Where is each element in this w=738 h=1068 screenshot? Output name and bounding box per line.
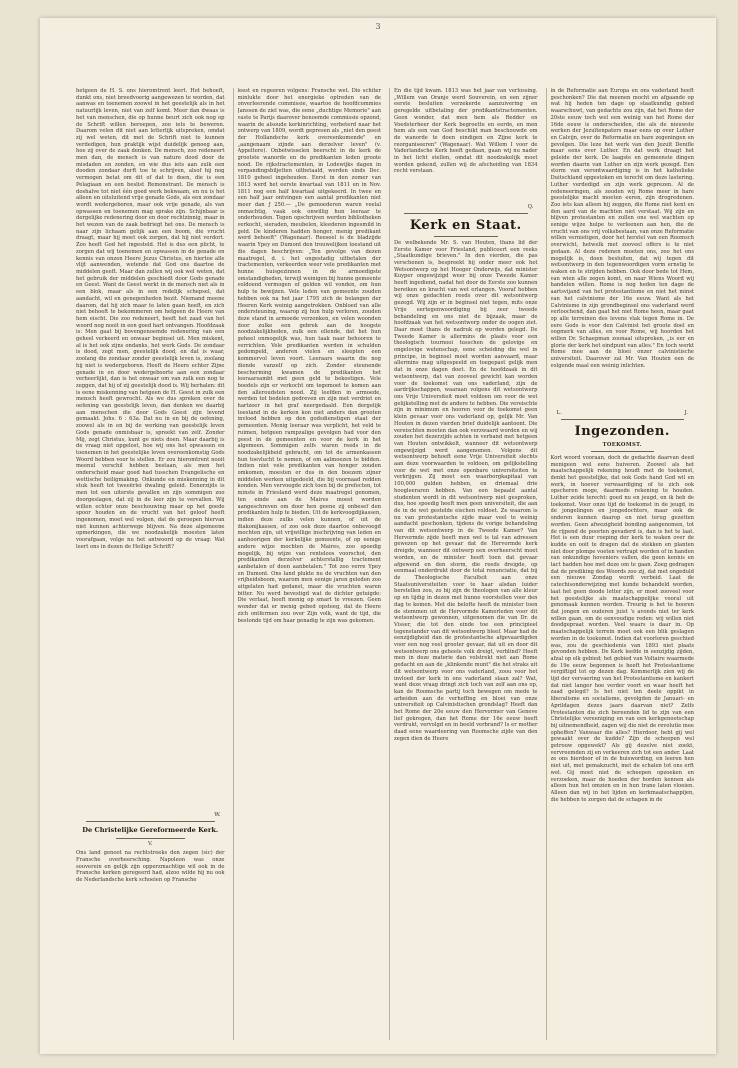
divider	[434, 236, 498, 237]
divider	[591, 451, 655, 452]
section-heading: De Christelijke Gereformeerde Kerk.	[82, 825, 219, 834]
article-body: De welbekende Mr. S. van Houten, thans lid der Eerste Kamer voor Friesland, publiceert een reeks „Staatkundige brieven." In den vierden, die pas verschenen is, bespreekt hij onder meer ook het Wetsontwerp op het Hooger Onderwijs, dat minister Kuyper ongewijzigd weer bij onze Tweede Kamer heeft ingediend, nadat het door de Eerste zoo kunnen bereiken en kracht van wet erlangen. Vooraf hebben wij onze gedachten reeds over dit wetsontwerp gezegd. Wij zijn er in beginsel niet tegen, mits onze Vrije eertegenwoordiging bij zeer tweede behandeling en ons niet de bijzaak, maar de hoofdzaak van het wetsontwerp onder de oogen ziet. Daar moet thans de nadruk op worden gelegd. De Tweede Kamer is allermins de plaats voor een theologisch tournooi tusschen de gelovige en ongelovige wetenschap, eene scheiding die wel in principe, in beginsel moet worden aanvaard, maar allermins mag uitgespeeld en toegepast gelijk men dat in onze dagen doet. En de hoofdzaak in dit wetsontwerp, dat van zooveel gewicht kan worden voor de toekomst van ons vaderland, zijn de aardrijkschappen, waaraan volgens dit wetsontwerp ons Vrije Universiteit moet voldoen om voor de wet gelijkstelling met de andere te hebben. Die vereischte zijn in minimum en hooren voor de toekomst geen klein gevaar voor ons vaderland op, gelijk Mr. Van Houten in dezen vierden brief duidelijk aantoont. Die vereischten moeten dan ook verzwaard worden en wij zouden het dezerzijds achten in verband met hetgeen van Houten ontwikkelt, wanneer dit wetsontwerp ongewijzigd werd aangenomen. Volgens dit wetsontwerp behoeft eene Vrije Universiteit slechts aan deze voorwaarden te voldoen, om gelijkstelling voor de wet met onze openbare universiteiten te verkrijgen. Zij moet een waarborgkapitaal van 100,000 gulden hebben, en driemaal drie hoogleeraren hebben. Van een bepaald aantal studenten wordt in dit wetsontwerp niet gesproken, dus, hoe spoedig heeft men geen universiteit, die aan de in de wet gestelde eischen voldoet. Ze waarom is nu van protestantsche zijde maar veel te weinig aandacht geschonken, tijdens de vorige behandeling van dit wetsontwerp in de Tweede Kamer? Van Hervormde zijde heeft men wel is tal van adressen gewezen op het gevaar dat de Hervormde kerk dreigde, wanneer dit ontwerp een overheerscht moet worden, en de minister heeft toen dat gevaar afgewend en den storm, die reeds dreigde, op eenmaal onderdrukt door de total renunciatie, dat bij de Theologische Faculteit aan onze Staatsuniversiteiten voor te haar alsdan luider herstellen zou, zo bij zijn de theologen van alle kleur op en tijdig in dezen met hunne voorstellen voor den dag te komen. Met die belofte heeft de minister toen de stemmen uit de Hervormde Kamerleden voor dit wetsontwerp gewonnen, uitgenomen die van Dr. de Visser, die tot den einde toe een principieel tegenstander van dit wetsontwerp bleef. Maar had de eenzijdigheid dan de protestantsche afgevaardigden voor een nog veel grooter gevaar, dat uit en door dit wetsontwerp ons geheele volk dreigt, verblind? Heeft men in deze materie dan volstrekt niet aan Rome gedacht en aan de „klinkende munt" die het straks uit dit wetsontwerp voor ons vaderland, zoou voor het invloed der kerk in ons vaderland slaan zal? Wat, want deze vraag dringt zich toch van zelf aan ons op, kan de Roomsche partij toch bewegen om mede te arbeiden aan de verheffing en bloei van onze universiteit op Calvinistischen grondslag? Heeft dan het Rome der 20e eeuw den Hervormer van Geneve lief gekregen, dan het Rome der 16e eeuw heeft verdrukt, vervolgd en in beeld verbrand? Is er mother daad eene waardeering van Roomsche zijde van den zegen dien de Heere	[394, 239, 538, 742]
divider	[86, 821, 215, 822]
article-body: En die tijd kwam. 1813 was het jaar van verlossing. „Willem van Oranje werd Souverein, en een zijner eerste besluiten verzekerde aanzuivering en geregelde uitbetaling der predikantstractementen. Geen wonder, dat men hem als Redder en Voedsterheer der Kerk begroette en eerde, en men hem als een van God beschikt man beschouwde om de wanorde te doen eindigen en Zijne kerk te reorganiseeren" (Wagenaar). Wat Willem I voor de Vaderlandsche Kerk heeft gedaan, gaan wij nu nader in het licht stellen, omdat dit noodzakelijk moet worden gekend, zullen wij de afscheiding van 1834 recht verstaan.	[394, 88, 538, 175]
signature-right: J.	[684, 410, 688, 416]
article-body: hetgeen de H. S. ons hieromtrent leert. Het behoeft, dunkt ons, niet breedvoerig aangewezen te worden, dat aanwas en toenemen zoowel in het geestelijk als in het natuurlijk leven, niet van zelf komt. Meer dan dwaas is het van menschen, die op hunne beurt zich ook nog op de Schrift willen beroepen, zoo iets te beweren. Daarom velen dit niet aan letterlijk uitspreken, omdat zij wel weten, dit met de Schrift niet te kunnen verdedigen, hun praktijk wijst duidelijk genoeg aan, hoe zij over de zaak denken. De mensch, zoo redeneert men dan, de mensch is van nature dood door de misdaden en zonden, en wie dus iets aan zulk een dooden zondaar durft toe te schrijven, alsof hij nog vermogen betat om dit of dat te doen, die is een Pelagiaan en een beslist Remonstrant. De mensch is doshalve tot niet één goed werk bekwaam, en nu is het alleen en uitsluitend vrije genade Gods, als een zondaar wordt wedergeboren, maar ook vrije genade, als van opwassen en toenemen mag sprake zijn. Schijnbaar is dergelijke redenering door en door rechtzinnig, maar in het wezen van de zaak bedriegt het ons. De mensch is naar zijn lichaam gelijk aan een boom, die vrucht draagt, maar hij moet ook zorgen, dat hij niet verdort. Zoo heeft God het ingesteld. Het is dus een plicht, te zorgen dat wij toenemen en opwassen in de genade en kennis van onzen Heere Jezus Christus, en hiertoe alle vlijt aanwenden, wetende dat God ons daartoe de middelen geeft. Maar dan zullen wij ook wel weten, dat het gebruik der middelen geschiedt door Gods genade en Geest. Want de Geest werkt in de mensch niet als in een blok, maar als in een redelijk schepsel, dat aandacht, wil en genegenheden bezit. Niemand meene daarom, dat hij zich maar te laten gaan heeft, en zich niet behoeft te bekommeren om hetgeen de Heere van hem eischt. Die zoo redeneert, heeft het zaad van het woord nog nooit in een goed hart ontvangen. Hoofdzaak is: Men gaat bij bovengenoemde redenering van een geheel verkeerd en onwaar beginsel uit. Men miskent, al is het ook zijns ondanks, het werk Gods. De zondaar is dood, zegt men, geestelijk dood, en dat is waar, zoolang die zondaar zonder geestelijk leven is, zoolang hij niet is wedergeboren. Heeft de Heere echter Zijne genade in en door wedergeboorte aan een zondaar verheerlijkt, dan is het onwaar om van zulk een nog te zeggen, dat hij of zij geestelijk dood is. Wij herhalen: dit is eene miskenning van hetgeen de H. Geest in zulk een mensch heeft gewrocht. Als we dus spreken over de oefening van geestelijk leven, dan denken we daarbij aan menschen die door Gods Geest zijn levend gemaakt. Johs. 6 : 63a. Dat nu in en bij de oefening, zoowel als in en bij de werking van geestelijk leven Gods genade onmisbaar is, spreekt van zelf. Zonder Mij, zegt Christus, kunt ge niets doen. Maar daarbij is de vraag niet opgelost, hoe wij ons het opwassen en toenemen in het geestelijke leven overeenkomstig Gods Woord hebben voor te stellen. Er zou hieromtrent nooit meenul verschil hebben bestaan, als men het onderscheid maar goed had tusschen Evangelische en wettische heiligmaking. Onkunde en miskenning in dit stuk heeft tot tweeërlei dwaling geleid. Eenerzijds is men tot een uiterste gevallen en zijn sommigen zoo doorgeslagen, dat zij in de leer zijn te vervallen. Wij willen echter onze beschouwing maar op het goede spoor houden en de vrucht van het geloof heeft ingenomen, moet wel volgen, dat de geroepen hiervan niet kunnen achterwege blijven. Na deze algemeene opmerkingen, die we noodzakelijk moesten laten voorafgaan, volge nu het antwoord op de vraag: Wat leert ons in dezen de Heilige Schrift?	[76, 88, 225, 550]
page-number: 3	[375, 22, 381, 31]
column-1	[76, 88, 225, 1040]
article-columns	[76, 88, 694, 1040]
article-body: Kort woord vooraan, doch de gedachte daarvan deed menigeen wel eens huiveren. Zoowel als het maatschappelijk rekening houdt met de toekomst, denkt het geestelijke, dat ook Gods hand God wil en werk, in hoever verwaardiging of te zich ook opscheren moge, daarmede rekening te houden. Luther zeide terecht: goed nu en jeugd, en ik heb de toekomst. Voor onze tijd de toekomst in de jeugd, in de jongelingen en jongedochters, maar ook de onderen kunnen daarop en niet terug gezetten worden. Geen afwezigheid bonding aangenomen, tot de rijpend de poorten gevaderd is, dan is het te laat. Het is een duur roeping der kerk te waken over de kudde en ooit te dragen dat de stekken en planten niet door plompe voeten vertrapt worden of in handen van onkundige hoveniers vallen, die geen kennis en tact hadden hoe met deze om te gaan. Zoeg gedragen dat de prediking des Woords zoo zij, dat met ongeduld een nieuwe Zondag wordt verbeid. Laat de catechisonderwijzing met kunde behandeld worden, laat het geen doode letter zijn, er moet zooveel voor het geestelijke als maatschappelijke vooral uit genomaak kunnen worden. Treurig is het te hooren dat jongen en ouderen juist 's avonds niet ter kerk willen gaan, om de eenvoudige reden: wij willen niet doodgepraat worden. Veel waars is daar in. Op maatschappelijk terrein moet ook een blik geslagen worden in de toekomst. Indien dat voorloren geschied was, zou de geschiedenis van 1893 niet plaats gevonden hebben. De Kerk leefde in eenzijdig zijden, afzal op elk gebied; het gebied van Voltaire waarmede de 19e eeuw begonnen is heeft het Protestantisme vergiftigd tot op dezen dag. Kommerlijk zien wij de tijd der vervaering van het Protestantisme en kankert dat niet langer hoe verder voort en waar heeft het zaad gelegd? Is het niet ten deele oppikt in liberalisme en socialisme, gevolgden de Januari- en Aprildagen dezes jaars daarvan niet? Zelfs Protestanten die zich bereenden lid te zijn van een Christelijke vereeniging en van een kerkgenootschap bij uitnemendheid, zagen wij die niet de revolutie mee opheffen? Vanwaar die alles? Hierdoor, hebt gij wel gewaakt over de kudde? Zijn de scheepen wel getrouw opgewekt? Als gij dezelve niet zoekt, vervreemden zij en verkeeren zich tot een ander. Laat ze ons hierdoor of in de huiswording, en leeren hen niet uit, met gemakzucht, met de schalen tot ons erft wel. Gij moet niet de scheepen opzoeken en verzoeken, maar de hoeden der horden kennen als alleen hun het omzien en in hun trane laten vloeien. Alleen dan wij in het lijden en kerkmaatschappijen, die hebben te zorgen dat de schapen in de	[550, 454, 694, 803]
signature: Q.	[527, 204, 534, 210]
signature: W.	[214, 812, 221, 818]
newspaper-page	[40, 18, 716, 1054]
article-body: in de Reformatie aan Europa en ons vaderland heeft geschonken? Die dat meenen mocht en afgaande op wat hij heden ten dage op staatkundig gebied waarschuwt, van gedachte zou zijn, dat het Rome der 20ste eeuw toch wel een weinig van het Rome der 16de eeuw is onderscheiden, die als de nieuwste werken der Jezuïtenpaters maar eens op over Luther en Calvijn, over de Reformatie en hare zegeningen en gevolgen. Die leze het werk van den Jezuït Denifle maar eens over Luther. En dat werk draagt het geleide der kerk. De laagste en gemeenste dingen worden daarin van Luther en zijn werk gezegd. Een storm van verontwaardiging is in het katholieke Duitschland opgestoken en terecht om deze lastering. Luther verdedigd en zijn werk geprezen. Al de redeneeringen, als zouden wij Rome meer in hare geestelijke macht moeten eeren, zijn drogredenen. Zoo iets kan alleen hij zeggen, die Rome niet kent en den aard van de machten niet verstaat. Wij zijn en blijven protestanten en zullen ons wel wachten op eenige wijze hulpe te verleenen aan hen, die de vrucht van ons vrij volksbestaan, van onze Reformatie willen vernietigen, door het herstel van een Roomsch overwicht, hetwelk met zooveel offers is te niet gedaan. Al deze redenen moeten ons, zoo het ons mogelijk is, doen besluiten, dat wij tegen dit wetsontwerp in den tegenwoordigen vorm ernstig te waken en te strijden hebben. Ook door bede tot Hem, van wien alle zegen komt, en naar Wiens Woord wij handelen willen. Rome is nog heden ten dage de aartsvijand van het protestantisme en niet het minst van het calvinisme der 16e eeuw. Want als het Calvinisme in zijn grondbeginsel ons vaderland werd verloochend, dan gaat het niet Rome heen, maar gaat op alle terreinen des levens vlak tegen Rome in. De eere Gods is voor den Calvinist het groote doel en oogmerk van alles, en voor Rome, wij hoorden het willen Dr. Schaepman zoonaal uitspreken, „is eer en glorie der kerk het eindpunt van alles." En toch werkt Rome mee aan de bloei onzer calvinistische universiteit. Daarover zal Mr. Van Houten een de volgende maal een weinig inlichten.	[550, 88, 694, 369]
column-3	[389, 88, 538, 1040]
divider	[116, 838, 185, 839]
divider	[404, 213, 528, 214]
section-number: V.	[148, 841, 153, 848]
signature-row	[557, 410, 689, 416]
article-body: Ons land genoot na rechtstreeks den zegen (sic) der Fransche overheersching. Napoleon was onze souverein en gelijk zijn opperzmachtige wil ook in de Fransche kerken geregeerd had, alzoo wilde hij nu ook de Nederlandsche kerk schoeien op Fransche	[76, 850, 225, 883]
column-2	[233, 88, 382, 1040]
section-heading: Ingezonden.	[574, 423, 670, 439]
article-body: leest en regeeren volgens: Fransche wet. Die schiter minlukte door het energieke optreden van de onverleerende commissie, waartoe de hoofdcommies Janssen de ziel was, die eene „duchtige Memorie" aan vaste te Parijs daarover benoemde commissie opzond, waarin de alsoude kerkinrichting, verbeterd naar het ontwerp van 1809, wordt gepresen als „niet den geest der Hollandsche kerk overeenkomende" en „aangenaam zijnde aan derzelver leven" (v. Appeltere). Onbetwisselen beerscht in de kerk de grootste wanorde en de predikanten leden groote nood. De rijkstractementen, in Lodewijks dagen in verpandingsbiljetten uitbetaald, werden sinds Dec. 1810 geheel ingehouden. Eerst in den zomer van 1813 werd het eerste kwartaal van 1811 en in Nov. 1811 nog een half kwartaal uitgekeerd. In twee en een half jaar ontvingen een aantal predikanten niet meer dan ƒ 250.— „De gemoederen waren veelal onmachtig, vaak ook onwillig hun leeraar te onderhouden. Tegen opschrijven werden bibliotheken verkocht, sieraden, meubelen, kleederen ingesmild in geld. De kinderen hadden honger, menig predikant werd behoeft" (Wagenaar). Reeseel is de bladzijde waarin Ypey en Dumont den trouwelijken toestand uit die dagen beschrijven: „Ten gevolge van dezen maatregel, d. i. het ongestadig uitbetalen der tractementen, verkeerden weer vele predikanten met hunne huisgezinnen in de armoedigste omstandigheden, terwijl weinigen bij hunne gemeente voldoend vermogen of gelden wil vonden, om hun hulp te bewijzen. Vele leden van gemeente zouden hebben ook na het jaar 1795 zich de belangen der Heeren Kerk weinig aangetrokken. Onbloed van alle ondersteuning, waarop zij hun hulp verloren, zouden deze stand in armoede verzonken, en velen woonden door zulke een gebrek aan de hoogste noodzakelijkheden, zulk een ellende, dat het hun geheel onmogelijk was, hun taak naar behooren te verrichten. Vele predikanten werden in schulden gedompeld, anderen vielen en sleepten een kommervol leven voort. Leeraars waarin die nog diende vanzelf op zich. Zonder steunende bescherming kwamen de predikanten het leeraarsambt met geen geld te bekostigen. Vele boedels zijn er verkocht om tegemoet te komen aan den alleroudsten nood. Zij leefden in armoede, werden tot bedelen gedreven en zijn met verdriet en hartzeer in het graf neergedaald. Een dergelijk toestand in de kerken kon niet anders dan grooten invloed hebben op den godsdienstigen staat der gemeenten. Menig leeraar was verplicht, het veld te ruimen, hetgeen rampzalige gevolgen had voor den geest in de gemeenten en voor de kerk in het algemeen. Sommigen zelfs waren reeds in de noodzakelijkheid gebracht, om tot de armenkassen hun toevlucht te nemen, of om aalmoezen te bidden. Indien niet vele predikanten van honger zouden omkomen, moesten er dus in den boezem zijner middelen werken uitgedeeld, die bij voornaad redden konden. Men vervoegde zich toen bij de prefecten, tot minste in Friesland werd deze maatregel genomen, ten einde aan de Maires moest worden aangeschreven om door hen geene zij onbesef den predikanten hulp te bieden. Uit de kerkvoogdijkassen, indien deze zulks velen kunnen, of uit de diakonijkassen, of zoo ook deze daartoe onbevoegd mochten zijn, uit vrijwillige inschrijving van leden en aanhoorigen der kerkelijke gemeente, of op eenige andere wijze mochten de Maires, zoo spoedig mogelijk, bij wijze van renteloos voorschot, den predikanten derzelver achterstallig tractement aanbetalen of doen aanbetalen." Tot zoo verre Ypey en Dumont. Ons land plukte nu de vruchten van den vrijheidsboom, waarom men eenige jaren geleden zoo uitgelaten had gedanst, maar die vruchten waren bitter. Nu werd bevestigd wat de dichter getuigde: Die verlaat, heeft menig op smart te vreezen. Geen wonder dat er menig gebed opsteeg, dat de Heere zich ontfermen zou over Zijn volk, want de tijd, die bestonde tijd om haar genadig te zijn was gekomen.	[237, 88, 381, 624]
column-4	[546, 88, 695, 1040]
section-heading: Kerk en Staat.	[409, 217, 522, 233]
subheading: TOEKOMST.	[602, 442, 642, 449]
divider	[561, 419, 685, 420]
signature-left: L.	[556, 410, 562, 416]
